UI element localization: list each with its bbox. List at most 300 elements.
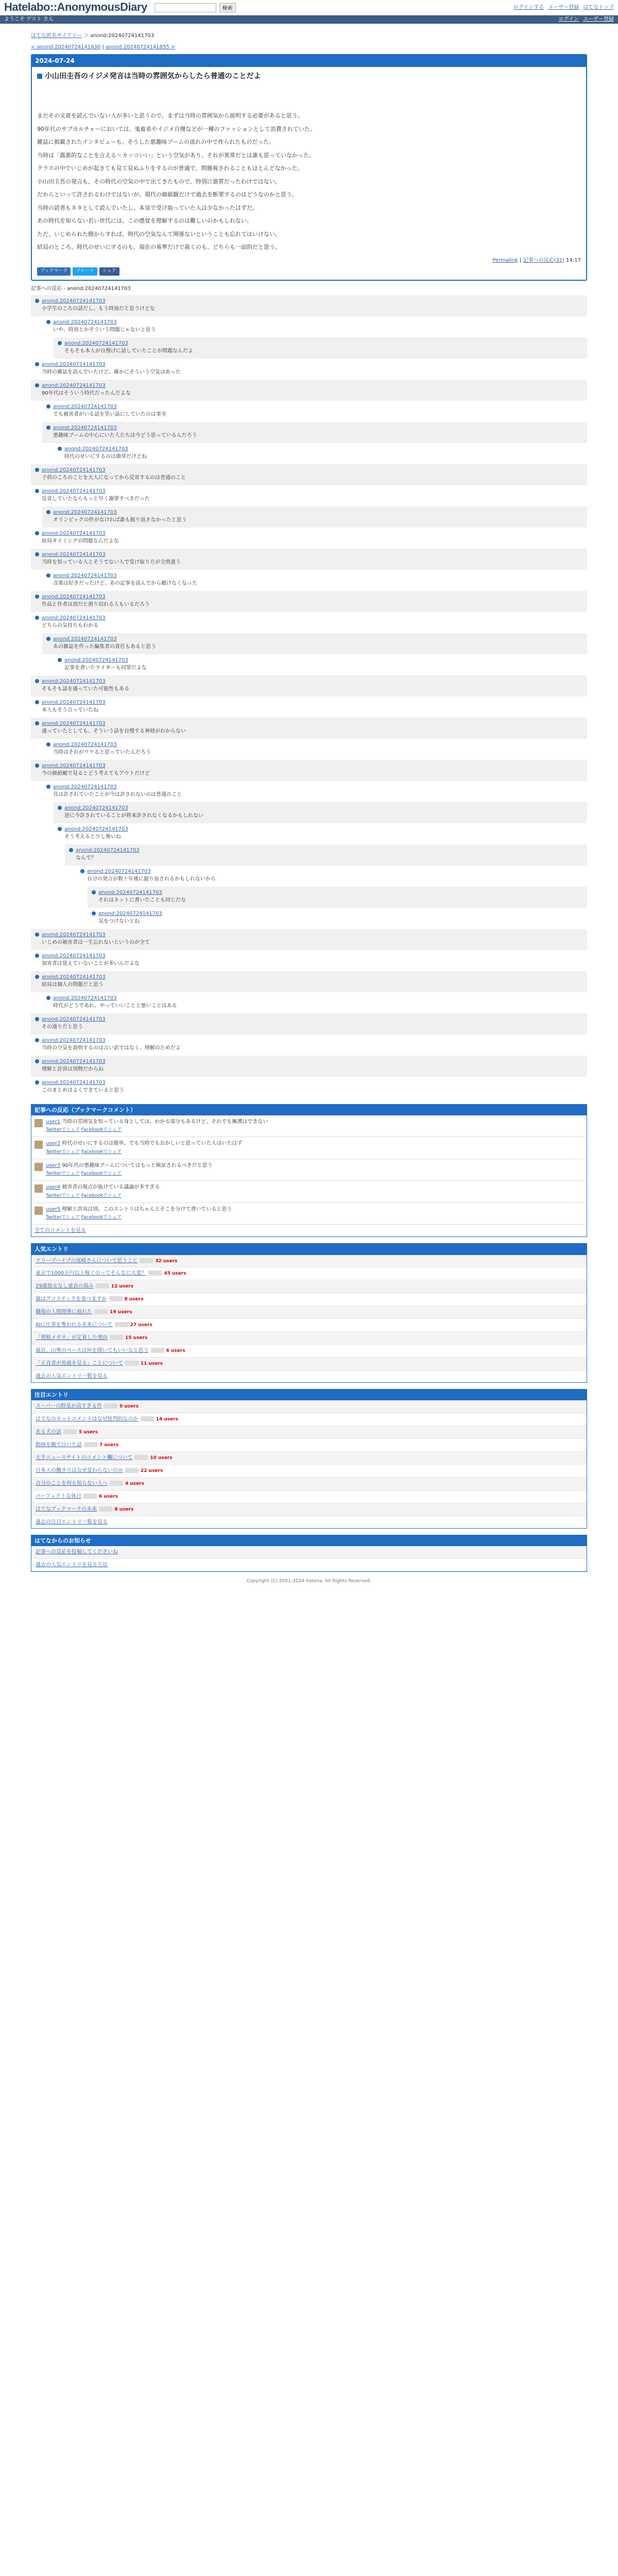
response-node xyxy=(46,994,583,1003)
hot-item xyxy=(31,1490,587,1503)
response-item xyxy=(42,739,587,760)
response-link[interactable]: anond:20240724141703 xyxy=(53,509,117,515)
response-node xyxy=(35,931,583,939)
tree-box xyxy=(31,295,587,1098)
square-icon xyxy=(37,74,42,79)
twitter-share-link[interactable]: Twitterでシェア xyxy=(46,1193,80,1198)
response-text: 当時の空気を説明するのは言い訳ではなく、理解のためだよ xyxy=(42,1045,181,1052)
entry-link[interactable]: パーフェクトな休日 xyxy=(36,1494,81,1500)
body-paragraph: 結局のところ、時代のせいにするのも、現在の基準だけで裁くのも、どちらも一面的だと思う。 xyxy=(37,244,281,251)
body-paragraph: あの時代を知らない若い世代には、この感覚を理解するのは難しいのかもしれない。 xyxy=(37,217,252,225)
popular-item xyxy=(31,1280,587,1293)
entry-link[interactable]: 「正直者が馬鹿を見る」ことについて xyxy=(36,1361,123,1366)
response-text: 逆に今許されていることが将来許されなくなるかもしれない xyxy=(64,813,203,819)
response-item xyxy=(31,760,587,781)
response-text: それはネットに書いたことも同じだな xyxy=(98,897,186,904)
bookmark-list xyxy=(31,1115,587,1225)
response-link[interactable]: anond:20240724141703 xyxy=(53,572,117,579)
bookmark-item xyxy=(31,1137,587,1159)
response-item xyxy=(31,697,587,718)
response-link[interactable]: anond:20240724141703 xyxy=(64,805,128,811)
response-link[interactable]: anond:20240724141703 xyxy=(42,530,106,536)
response-text: 本人もそう言っていたね xyxy=(42,707,98,714)
response-link[interactable]: anond:20240724141703 xyxy=(53,995,117,1001)
bookmark-comment: 理解と許容は別。このエントリはちゃんとそこを分けて書いていると思う xyxy=(62,1206,232,1212)
response-link[interactable]: anond:20240724141703 xyxy=(42,361,106,367)
bullet-icon xyxy=(35,700,39,704)
bookmark-user[interactable]: user3 xyxy=(46,1162,61,1168)
bookmark-item xyxy=(31,1115,587,1137)
response-link[interactable]: anond:20240724141703 xyxy=(53,319,117,325)
response-text: どちらの気持ちもわかる xyxy=(42,623,98,629)
response-node xyxy=(35,297,583,306)
response-node xyxy=(46,635,583,643)
response-link[interactable]: anond:20240724141703 xyxy=(64,657,128,663)
bookmark-item xyxy=(31,1203,587,1225)
response-item xyxy=(42,422,587,443)
response-item xyxy=(31,612,587,633)
response-link[interactable]: anond:20240724141703 xyxy=(42,594,106,600)
response-item xyxy=(54,823,587,844)
bookmark-count-icon xyxy=(115,1322,128,1327)
bookmark-comments xyxy=(31,1104,587,1238)
entry-link[interactable]: 職場の人間関係に疲れた xyxy=(36,1309,92,1315)
popular-item xyxy=(31,1267,587,1280)
entry-body xyxy=(37,112,581,252)
bookmark-count-icon xyxy=(141,1416,154,1421)
popular-item xyxy=(31,1293,587,1306)
response-item xyxy=(31,718,587,739)
response-link[interactable]: anond:20240724141703 xyxy=(53,741,117,748)
bullet-icon xyxy=(46,404,50,409)
response-text: 当時を知っている人とそうでない人で受け取り方が全然違う xyxy=(42,560,181,566)
search-input[interactable] xyxy=(154,3,216,12)
response-link[interactable]: anond:20240724141703 xyxy=(42,931,106,938)
bookmark-count: 12 users xyxy=(111,1284,134,1290)
bullet-icon xyxy=(35,595,39,599)
bullet-icon xyxy=(46,320,50,324)
bullet-icon xyxy=(46,510,50,514)
response-node xyxy=(35,1037,583,1045)
hot-item xyxy=(31,1413,587,1426)
entry-link[interactable]: 猫はアコスティクを食べますか xyxy=(36,1296,107,1302)
response-node xyxy=(35,699,583,707)
response-tree xyxy=(31,285,587,1098)
breadcrumb-parent[interactable]: はてな匿名ダイアリー xyxy=(31,33,82,39)
popular-entries xyxy=(31,1243,587,1383)
response-text: 子供のころのことを大人になってから反省するのは普通のこと xyxy=(42,475,186,481)
header xyxy=(0,0,618,15)
response-text: 結局は個人の問題だと思う xyxy=(42,982,104,988)
notice-link[interactable]: 記事への反応を投稿してくださいね xyxy=(36,1549,118,1555)
bookmark-count-icon xyxy=(63,1429,77,1434)
response-node xyxy=(80,868,583,876)
facebook-share-link[interactable]: Facebookでシェア xyxy=(81,1215,122,1221)
avatar xyxy=(35,1184,43,1193)
bullet-icon xyxy=(58,658,62,662)
facebook-share-button[interactable]: シェア xyxy=(99,267,119,276)
response-link[interactable]: anond:20240724141703 xyxy=(53,403,117,410)
response-link[interactable]: anond:20240724141703 xyxy=(76,847,140,853)
response-item xyxy=(31,380,587,401)
bullet-icon xyxy=(46,637,50,641)
response-item xyxy=(42,781,587,802)
response-node xyxy=(35,487,583,496)
bullet-icon xyxy=(35,1038,39,1042)
facebook-share-link[interactable]: Facebookでシェア xyxy=(81,1171,122,1177)
response-node xyxy=(58,340,583,348)
response-item xyxy=(88,908,587,929)
entry-link[interactable]: 東京で1000万円以上稼ぐのってそんなに大変？ xyxy=(36,1270,147,1277)
response-link[interactable]: anond:20240724141703 xyxy=(64,446,128,452)
response-node xyxy=(69,846,583,855)
entry-link[interactable]: クリープハイプの尾崎さんについて思うこと xyxy=(36,1258,138,1264)
bullet-icon xyxy=(35,616,39,620)
bookmark-comment: 90年代の悪趣味ブームについてはもっと検証されるべきだと思う xyxy=(62,1162,213,1168)
share-buttons xyxy=(37,267,581,276)
hot-item xyxy=(31,1439,587,1452)
response-item xyxy=(65,844,587,866)
bullet-icon xyxy=(35,1017,39,1021)
bullet-icon xyxy=(35,933,39,937)
response-text: 反省していたならもっと早く謝罪すべきだった xyxy=(42,496,150,502)
all-comments-link[interactable]: 全てのコメントを見る xyxy=(35,1227,86,1233)
body-paragraph: だからといって許されるわけではないが、現代の価値観だけで過去を断罪するのはどうなのかと思う。 xyxy=(37,191,298,198)
top-nav xyxy=(513,4,614,12)
response-item xyxy=(54,443,587,464)
site-logo[interactable]: Hatelabo::AnonymousDiary xyxy=(4,1,147,14)
bookmark-count: 14 users xyxy=(156,1417,178,1422)
popular-item xyxy=(31,1306,587,1319)
response-text: 当時の雑誌を読んでいたけど、確かにそういう空気はあった xyxy=(42,369,181,376)
topnav-register[interactable]: ユーザー登録 xyxy=(548,4,579,10)
response-text: 自分の発言が数十年後に掘り返されるかもしれないから xyxy=(87,876,216,883)
prev-entry-link[interactable]: < anond:20240724141630 xyxy=(31,44,101,50)
entry-link[interactable]: はてなブックマークの未来 xyxy=(36,1506,97,1512)
bookmark-count: 4 users xyxy=(125,1481,145,1487)
response-text: でも被害者がいる話を笑い話にしていたのは事実 xyxy=(53,412,166,418)
response-node xyxy=(35,952,583,960)
page-footer: Copyright (C) 2001-2024 hatena. All Rights Reserved. xyxy=(246,1579,372,1584)
response-item xyxy=(54,654,587,675)
bookmark-count-icon xyxy=(94,1309,108,1314)
response-node xyxy=(35,1058,583,1066)
entry-link[interactable]: AIに仕事を奪われる未来について xyxy=(36,1322,113,1328)
response-link[interactable]: anond:20240724141703 xyxy=(42,298,106,304)
response-node xyxy=(58,445,583,453)
response-link[interactable]: anond:20240724141703 xyxy=(42,1058,106,1064)
bookmark-count: 32 users xyxy=(155,1258,178,1264)
response-link[interactable]: anond:20240724141703 xyxy=(42,762,106,769)
twitter-share-link[interactable]: Twitterでシェア xyxy=(46,1149,80,1155)
bookmark-count-icon xyxy=(104,1403,117,1409)
bullet-icon xyxy=(35,975,39,979)
popular-more-link[interactable]: 過去の人気エントリ一覧を見る xyxy=(36,1373,108,1379)
hot-item xyxy=(31,1465,587,1478)
response-text: 時代がどうであれ、やっていいことと悪いことはある xyxy=(53,1003,177,1009)
bookmark-count-icon xyxy=(125,1468,139,1473)
bullet-icon xyxy=(35,721,39,725)
response-node xyxy=(58,825,583,834)
bullet-icon xyxy=(92,911,96,916)
bullet-icon xyxy=(92,890,96,894)
entry-footer xyxy=(37,257,581,265)
twitter-share-link[interactable]: Twitterでシェア xyxy=(46,1127,80,1133)
response-link[interactable]: anond:20240724141703 xyxy=(42,467,106,473)
response-node xyxy=(35,720,583,728)
bookmark-count: 5 users xyxy=(79,1430,98,1435)
response-node xyxy=(46,403,583,411)
response-text: 加害者は覚えていないことが多いんだよな xyxy=(42,961,140,967)
date-nav-sep: | xyxy=(102,44,104,50)
hot-item xyxy=(31,1452,587,1465)
response-text: 悪趣味ブームの中心にいた人たちは今どう思っているんだろう xyxy=(53,433,197,439)
next-entry-link[interactable]: anond:20240724141855 > xyxy=(106,44,176,50)
bookmark-comment: 被害者の視点が抜けている議論が多すぎる xyxy=(62,1184,160,1191)
entry-link[interactable]: 大手ニュースサイトのコメント欄について xyxy=(36,1455,133,1461)
avatar xyxy=(35,1163,43,1171)
response-node xyxy=(35,382,583,390)
response-text: 記事を書いたライターも同罪だよな xyxy=(64,665,147,671)
response-node xyxy=(46,424,583,432)
response-text: 昔は許されていたことが今は許されないのは普通のこと xyxy=(53,792,182,798)
bookmark-count-icon xyxy=(109,1296,123,1301)
bookmark-count-icon xyxy=(83,1494,97,1499)
response-node xyxy=(46,318,583,327)
bookmark-count: 22 users xyxy=(141,1468,163,1474)
topnav-hatena-top[interactable]: はてなトップ xyxy=(583,4,614,10)
popular-item xyxy=(31,1255,587,1268)
body-paragraph: 当時は「露悪的なことを言える＝カッコいい」という空気があり、それが異常だとは誰も思っていなかった。 xyxy=(37,151,315,159)
response-link[interactable]: anond:20240724141703 xyxy=(42,720,106,726)
response-text: 音楽は好きだったけど、あの記事を読んでから聴けなくなった xyxy=(53,581,197,587)
response-item xyxy=(54,802,587,823)
breadcrumb xyxy=(31,32,587,40)
response-item xyxy=(31,591,587,612)
breadcrumb-sep: ＞ xyxy=(83,33,89,39)
response-item xyxy=(76,866,587,887)
bullet-icon xyxy=(35,552,39,556)
bookmark-button[interactable]: ブックマーク xyxy=(37,267,71,276)
response-link[interactable]: anond:20240724141703 xyxy=(42,699,106,705)
avatar xyxy=(35,1119,43,1127)
response-item xyxy=(31,950,587,971)
bookmark-count-icon xyxy=(110,1335,123,1340)
bookmark-heading: 記事への反応（ブックマークコメント） xyxy=(31,1105,587,1115)
response-node xyxy=(58,656,583,665)
response-link[interactable]: anond:20240724141703 xyxy=(42,382,106,388)
bullet-icon xyxy=(35,362,39,366)
entry-link[interactable]: 動画を観て泣いた話 xyxy=(36,1442,82,1448)
facebook-share-link[interactable]: Facebookでシェア xyxy=(81,1127,122,1133)
response-item xyxy=(31,971,587,992)
hot-item xyxy=(31,1503,587,1516)
response-node xyxy=(92,889,583,897)
response-text: そもそも本人が自慢げに話していたことが問題なんだよ xyxy=(64,348,193,354)
response-item xyxy=(42,506,587,528)
bookmark-count: 6 users xyxy=(166,1348,185,1354)
bookmark-count-icon xyxy=(140,1258,153,1263)
response-text: なんで？ xyxy=(76,855,96,861)
entry-link[interactable]: 自分のことを何も知らない人へ xyxy=(36,1481,108,1487)
response-text: そう考えると少し怖いね xyxy=(64,834,121,840)
response-link[interactable]: anond:20240724141703 xyxy=(42,974,106,980)
bookmark-count: 8 users xyxy=(124,1297,144,1302)
twitter-share-link[interactable]: Twitterでシェア xyxy=(46,1215,80,1221)
facebook-share-link[interactable]: Facebookでシェア xyxy=(81,1149,122,1155)
bullet-icon xyxy=(69,848,73,852)
response-link[interactable]: anond:20240724141703 xyxy=(42,1016,106,1022)
bookmark-count-icon xyxy=(96,1283,109,1289)
response-text: 今の価値観で見るとどう考えてもアウトだけど xyxy=(42,771,150,777)
entry-link[interactable]: はてなのネットコメントはなぜ批判的なのか xyxy=(36,1416,139,1422)
entry-title-link[interactable]: 小山田圭吾のイジメ発言は当時の雰囲気からしたら普通のことだよ xyxy=(45,72,261,80)
response-link[interactable]: anond:20240724141703 xyxy=(42,615,106,621)
bookmark-count-icon xyxy=(84,1442,97,1447)
bookmark-count: 11 users xyxy=(140,1361,163,1366)
bullet-icon xyxy=(58,827,62,831)
bullet-icon xyxy=(35,468,39,472)
response-text: 結局タイミングの問題なんだよな xyxy=(42,538,119,545)
entry-link[interactable]: ある犬の話 xyxy=(36,1429,61,1435)
bullet-icon xyxy=(35,489,39,493)
entry-link[interactable]: 最近、山奥のペースは何を聞いてもいいなと思う xyxy=(36,1348,149,1354)
response-link[interactable]: anond:20240724141703 xyxy=(42,551,106,557)
facebook-share-link[interactable]: Facebookでシェア xyxy=(81,1193,122,1198)
bookmark-user[interactable]: user4 xyxy=(46,1184,61,1191)
entry xyxy=(32,67,586,280)
response-node xyxy=(35,1015,583,1024)
bullet-icon xyxy=(46,742,50,747)
response-item xyxy=(54,337,587,359)
entry-link[interactable]: 日本人の働き方はなぜ変わらないのか xyxy=(36,1468,123,1474)
bullet-icon xyxy=(58,447,62,451)
notice-link[interactable]: 過去の人気エントリを見る方法 xyxy=(36,1562,108,1568)
bookmark-count-icon xyxy=(125,1361,139,1366)
bookmark-count: 8 users xyxy=(114,1506,134,1512)
entry-link[interactable]: スーパーの野菜が高すぎる件 xyxy=(36,1403,102,1410)
body-paragraph: まだその文章を読んでいない人が多いと思うので、まずは当時の雰囲気から説明する必要があると思う。 xyxy=(37,112,303,120)
response-link[interactable]: anond:20240724141703 xyxy=(64,340,128,346)
response-node xyxy=(35,551,583,559)
welcome-text: ようこそ ゲスト さん xyxy=(4,16,54,23)
response-node xyxy=(46,572,583,580)
response-text: 作品と作者は別だと割り切れる人もいるだろう xyxy=(42,602,150,608)
response-item xyxy=(88,887,587,908)
topnav-login[interactable]: ログインする xyxy=(513,4,544,10)
entry-time: 14:17 xyxy=(566,257,581,263)
popular-item xyxy=(31,1358,587,1370)
bookmark-item xyxy=(31,1159,587,1181)
response-link[interactable]: anond:20240724141703 xyxy=(64,826,128,832)
body-paragraph: 雑誌に掲載されたインタビューも、そうした悪趣味ブームの流れの中で作られたものだった。 xyxy=(37,139,275,146)
response-text: このまとめはよくできていると思う xyxy=(42,1088,124,1094)
bookmark-count-icon xyxy=(134,1455,148,1460)
response-link[interactable]: anond:20240724141703 xyxy=(98,889,162,895)
response-node xyxy=(46,783,583,791)
response-link[interactable]: anond:20240724141703 xyxy=(87,868,151,874)
response-link[interactable]: anond:20240724141703 xyxy=(53,784,117,790)
bookmark-user[interactable]: user5 xyxy=(46,1206,61,1212)
response-node xyxy=(35,530,583,538)
response-item xyxy=(31,1077,587,1098)
bookmark-count: 9 users xyxy=(119,1404,139,1410)
response-link[interactable]: anond:20240724141703 xyxy=(53,425,117,431)
body-paragraph: 小山田圭吾の発言も、その時代の空気の中で出てきたもので、特別に悪質だったわけではない。 xyxy=(37,178,281,185)
response-item xyxy=(42,633,587,654)
entry-date: 2024-07-24 xyxy=(32,55,586,67)
response-node xyxy=(35,1079,583,1087)
bookmark-user[interactable]: user1 xyxy=(46,1118,61,1125)
search-button[interactable]: 検索 xyxy=(219,3,236,12)
bookmark-user[interactable]: user2 xyxy=(46,1141,61,1147)
response-node xyxy=(35,762,583,770)
subbar-register[interactable]: ユーザー登録 xyxy=(583,16,614,23)
date-nav xyxy=(31,43,587,52)
subbar-login[interactable]: ログイン xyxy=(558,16,579,23)
response-node xyxy=(35,677,583,686)
bookmark-count: 7 users xyxy=(99,1443,119,1448)
response-link[interactable]: anond:20240724141703 xyxy=(42,1079,106,1086)
response-node xyxy=(58,804,583,812)
popular-item xyxy=(31,1345,587,1358)
footer-sep: | xyxy=(519,257,522,263)
response-link[interactable]: anond:20240724141703 xyxy=(98,910,162,917)
trackback-link[interactable]: 記事への反応(32) xyxy=(523,257,564,263)
hot-more-link[interactable]: 過去の注目エントリ一覧を見る xyxy=(36,1519,108,1525)
response-item xyxy=(42,992,587,1013)
bookmark-count: 27 users xyxy=(130,1323,152,1328)
response-item xyxy=(31,675,587,697)
response-node xyxy=(35,361,583,369)
response-link[interactable]: anond:20240724141703 xyxy=(42,678,106,684)
bookmark-comment: 時代のせいにするのは簡単。でも当時でもおかしいと思っていた人はいたはず xyxy=(62,1141,243,1147)
response-item xyxy=(42,401,587,422)
response-item xyxy=(42,570,587,591)
response-text: オリンピックの件がなければ誰も掘り返さなかったと思う xyxy=(53,517,187,523)
response-text: そもそも話を盛っていた可能性もある xyxy=(42,686,129,692)
bullet-icon xyxy=(58,806,62,810)
permalink[interactable]: Permalink xyxy=(492,257,518,263)
entry-link[interactable]: 「増税メガネ」が定着した理由 xyxy=(36,1335,108,1341)
bookmark-count: 6 users xyxy=(99,1494,118,1500)
tree-heading: 記事への反応 - anond:20240724141703 xyxy=(31,286,131,292)
bullet-icon xyxy=(35,1059,39,1063)
tweet-button[interactable]: ツイート xyxy=(73,267,97,276)
response-node xyxy=(35,466,583,474)
response-item xyxy=(31,359,587,380)
bullet-icon xyxy=(46,785,50,789)
bullet-icon xyxy=(35,764,39,768)
bookmark-count: 10 users xyxy=(150,1455,173,1461)
hot-heading: 注目エントリ xyxy=(31,1389,587,1400)
response-link[interactable]: anond:20240724141703 xyxy=(42,1037,106,1043)
response-text: 90年代はそういう時代だったんだよな xyxy=(42,391,131,397)
response-link[interactable]: anond:20240724141703 xyxy=(53,636,117,642)
response-node xyxy=(92,910,583,918)
response-link[interactable]: anond:20240724141703 xyxy=(42,953,106,959)
twitter-share-link[interactable]: Twitterでシェア xyxy=(46,1171,80,1177)
bullet-icon xyxy=(35,299,39,303)
response-link[interactable]: anond:20240724141703 xyxy=(42,488,106,494)
entry-link[interactable]: 29歳彼女なし童貞の悩み xyxy=(36,1283,94,1290)
bullet-icon xyxy=(35,954,39,958)
popular-item xyxy=(31,1332,587,1345)
bookmark-count-icon xyxy=(151,1348,164,1353)
body-paragraph: 90年代のサブカルチャーにおいては、鬼畜系やイジメ自慢などが一種のファッションとして消費されていた。 xyxy=(37,125,316,132)
response-text: 時代のせいにするのは簡単だけどね xyxy=(64,454,147,460)
response-node xyxy=(35,593,583,601)
